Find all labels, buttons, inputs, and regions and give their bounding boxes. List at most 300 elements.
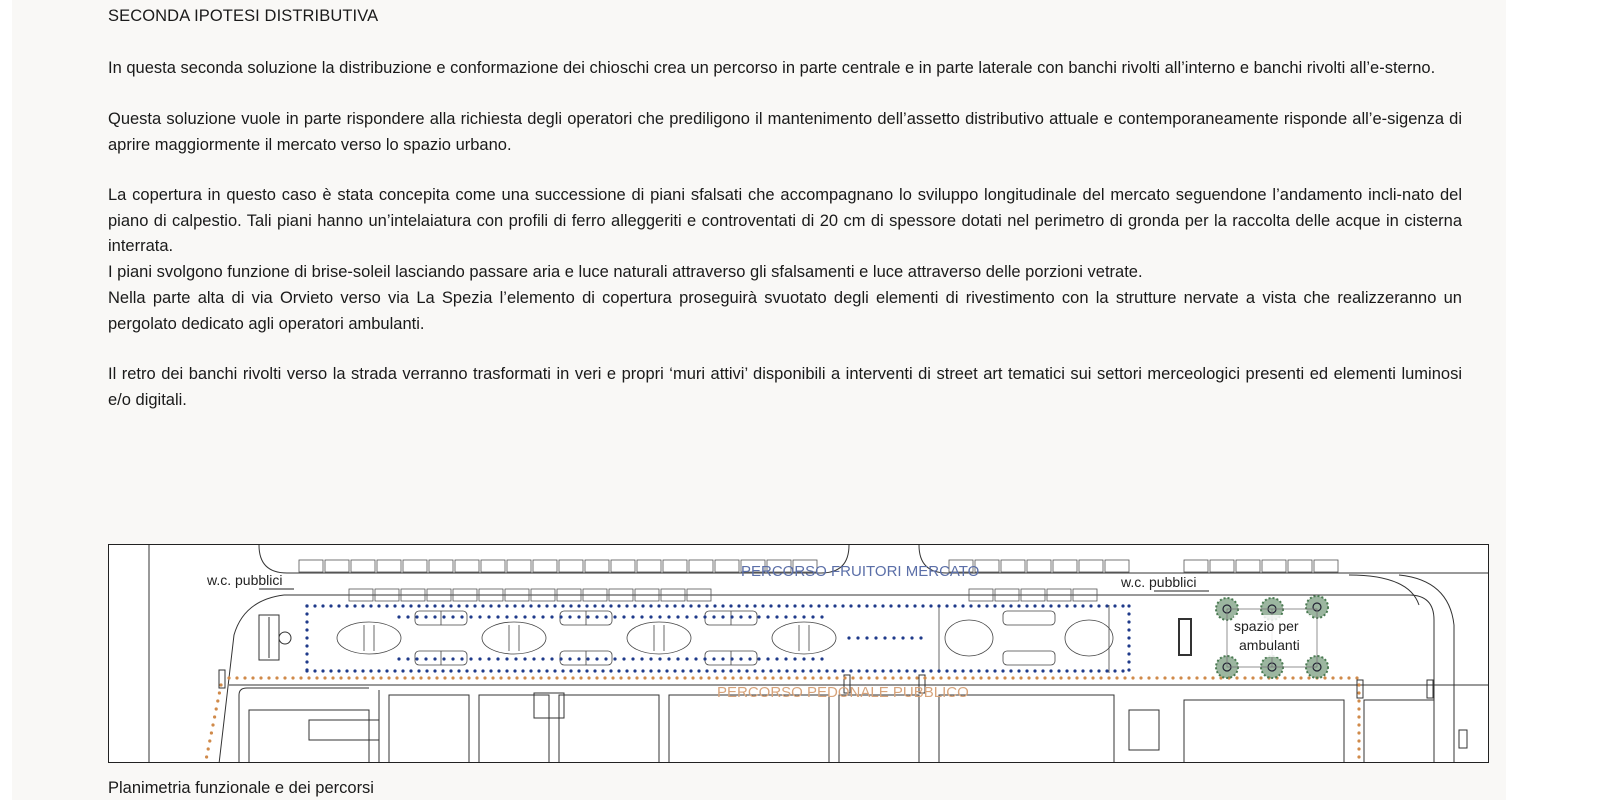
market-path-dot [577, 604, 580, 607]
stall [325, 560, 349, 572]
market-path-dot [465, 669, 468, 672]
market-path-dot [889, 604, 892, 607]
market-path-dot [442, 657, 445, 660]
market-path-dot [633, 604, 636, 607]
pedestrian-path-dot [1115, 676, 1118, 679]
pedestrian-path-dot [571, 676, 574, 679]
pedestrian-path-dot [699, 676, 702, 679]
market-path-dot [921, 669, 924, 672]
market-path-dot [802, 615, 805, 618]
pedestrian-path-dot [635, 676, 638, 679]
market-path-dot [881, 604, 884, 607]
market-path-dot [757, 615, 760, 618]
pedestrian-path-dot [235, 676, 238, 679]
wc-right-label: w.c. pubblici [1121, 574, 1197, 590]
market-path-dot [613, 615, 616, 618]
market-path-dot [1033, 669, 1036, 672]
market-path-dot [841, 604, 844, 607]
pedestrian-path-dot [731, 676, 734, 679]
market-path-dot [568, 615, 571, 618]
market-path-dot [676, 615, 679, 618]
market-path-dot [550, 657, 553, 660]
pedestrian-path-dot [947, 676, 950, 679]
market-path-dot [1089, 669, 1092, 672]
market-path-dot [833, 604, 836, 607]
market-path-dot [953, 604, 956, 607]
market-path-dot [825, 604, 828, 607]
pedestrian-path-dot [339, 676, 342, 679]
pedestrian-path-dot [771, 676, 774, 679]
kiosk [1003, 651, 1055, 665]
pedestrian-path-dot [419, 676, 422, 679]
market-path-dot [721, 615, 724, 618]
market-path-dot [337, 604, 340, 607]
pedestrian-path-dot [1323, 676, 1326, 679]
pedestrian-path-dot [883, 676, 886, 679]
market-path-dot [496, 657, 499, 660]
pedestrian-path-dot [1357, 723, 1360, 726]
market-path-dot [712, 657, 715, 660]
pedestrian-path-dot [243, 676, 246, 679]
pedestrian-path-dot [1179, 676, 1182, 679]
market-path-dot [377, 604, 380, 607]
pedestrian-path-dot [707, 676, 710, 679]
stall [689, 560, 713, 572]
paragraph-4: I piani svolgono funzione di brise-soleil lasciando passare aria e luce naturali attraverso gli sfalsamenti e luce attraverso delle porzioni vetrate. [108, 263, 1143, 281]
stall [1236, 560, 1260, 572]
pedestrian-path-dot [859, 676, 862, 679]
market-path-dot [658, 615, 661, 618]
market-path-dot [857, 669, 860, 672]
market-path-dot [595, 615, 598, 618]
pedestrian-path-dot [1075, 676, 1078, 679]
market-path-dot [393, 604, 396, 607]
pedestrian-path-dot [675, 676, 678, 679]
kiosk [627, 622, 691, 654]
pedestrian-path-dot [259, 676, 262, 679]
stall [455, 560, 479, 572]
market-path-dot [1105, 604, 1108, 607]
stall [1001, 560, 1025, 572]
market-path-dot [601, 604, 604, 607]
market-path-dot [1127, 660, 1130, 663]
pedestrian-path-dot [931, 676, 934, 679]
market-path-dot [442, 615, 445, 618]
market-path-dot [401, 604, 404, 607]
market-path-dot [825, 669, 828, 672]
pedestrian-path-dot [315, 676, 318, 679]
pedestrian-path-dot [411, 676, 414, 679]
pedestrian-path-dot [787, 676, 790, 679]
market-path-dot [897, 604, 900, 607]
market-path-dot [625, 604, 628, 607]
pedestrian-path-dot [1357, 747, 1360, 750]
market-path-dot [1127, 652, 1130, 655]
stall [611, 560, 635, 572]
pedestrian-path-dot [1139, 676, 1142, 679]
market-path-dot [761, 604, 764, 607]
stall [637, 560, 661, 572]
market-path-dot [649, 615, 652, 618]
pedestrian-path-dot [595, 676, 598, 679]
paragraph-3: La copertura in questo caso è stata concepita come una successione di piani sfalsati che accompagnano lo sviluppo longitudinale del mercato seguendone l’andamento incli-nato del piano di calpestio. Tali piani hanno un’intelaiatura con profili di ferro alleggeriti e controventati di 20 cm di spessore dotati nel perimetro di gronda per la raccolta delle acque in cisterna interrata. [108, 186, 1462, 255]
market-path-dot [985, 669, 988, 672]
market-path-dot [721, 657, 724, 660]
market-path-dot [1057, 604, 1060, 607]
pedestrian-path-dot [1291, 676, 1294, 679]
market-path-dot [873, 604, 876, 607]
pedestrian-path-dot [835, 676, 838, 679]
market-path-dot [433, 669, 436, 672]
pedestrian-path-dot [683, 676, 686, 679]
market-path-dot [892, 636, 895, 639]
pedestrian-path-dot [1203, 676, 1206, 679]
market-path-dot [713, 669, 716, 672]
market-path-dot [757, 657, 760, 660]
pedestrian-path-dot [579, 676, 582, 679]
market-path-dot [937, 604, 940, 607]
pedestrian-path-dot [227, 676, 230, 679]
market-path-dot [673, 604, 676, 607]
market-path-dot [415, 615, 418, 618]
market-path-dot [1127, 612, 1130, 615]
market-path-dot [353, 604, 356, 607]
market-path-dot [1113, 669, 1116, 672]
pedestrian-path-dot [1357, 707, 1360, 710]
market-path-dot [337, 669, 340, 672]
market-path-dot [1127, 604, 1130, 607]
market-path-dot [537, 604, 540, 607]
pedestrian-path-dot [267, 676, 270, 679]
pedestrian-path-dot [1059, 676, 1062, 679]
pedestrian-path-dot [651, 676, 654, 679]
market-path-dot [1121, 669, 1124, 672]
market-path-dot [604, 615, 607, 618]
market-path-dot [513, 604, 516, 607]
pedestrian-path-dot [747, 676, 750, 679]
market-path-dot [712, 615, 715, 618]
market-path-dot [305, 628, 308, 631]
market-path-dot [631, 615, 634, 618]
market-path-dot [745, 669, 748, 672]
stall [507, 560, 531, 572]
market-path-dot [809, 669, 812, 672]
market-path-dot [753, 604, 756, 607]
pedestrian-path-dot [451, 676, 454, 679]
pedestrian-path-dot [891, 676, 894, 679]
market-path-dot [809, 604, 812, 607]
market-path-dot [977, 669, 980, 672]
market-path-dot [1081, 604, 1084, 607]
pedestrian-path-dot [1027, 676, 1030, 679]
market-path-dot [737, 669, 740, 672]
stall [1184, 560, 1208, 572]
market-path-dot [541, 657, 544, 660]
market-path-dot [633, 669, 636, 672]
market-path-dot [801, 669, 804, 672]
kiosk [1065, 620, 1113, 656]
pedestrian-path-dot [323, 676, 326, 679]
market-path-dot [401, 669, 404, 672]
market-path-dot [889, 669, 892, 672]
pedestrian-path-dot [755, 676, 758, 679]
pedestrian-path-dot [715, 676, 718, 679]
market-path-dot [793, 657, 796, 660]
market-path-dot [649, 657, 652, 660]
market-path-dot [801, 604, 804, 607]
market-path-dot [665, 604, 668, 607]
market-path-dot [568, 657, 571, 660]
market-path-dot [945, 604, 948, 607]
market-path-dot [775, 657, 778, 660]
market-path-dot [559, 657, 562, 660]
stall [715, 560, 739, 572]
market-path-dot [377, 669, 380, 672]
stall [1210, 560, 1234, 572]
market-path-dot [465, 604, 468, 607]
pedestrian-path-dot [1011, 676, 1014, 679]
pedestrian-path-dot [475, 676, 478, 679]
pedestrian-path-dot [427, 676, 430, 679]
pedestrian-path-dot [603, 676, 606, 679]
pedestrian-path-dot [1107, 676, 1110, 679]
pedestrian-path-dot [627, 676, 630, 679]
pedestrian-path-dot [1357, 715, 1360, 718]
pedestrian-path-dot [443, 676, 446, 679]
market-path-dot [685, 657, 688, 660]
market-path-dot [730, 615, 733, 618]
market-path-dot [441, 669, 444, 672]
market-path-dot [353, 669, 356, 672]
market-path-dot [641, 604, 644, 607]
pedestrian-path-dot [1051, 676, 1054, 679]
pedestrian-path-dot [1357, 699, 1360, 702]
market-path-dot [658, 657, 661, 660]
pedestrian-path-dot [219, 683, 222, 686]
market-path-dot [514, 657, 517, 660]
market-path-dot [497, 669, 500, 672]
market-path-dot [1025, 604, 1028, 607]
market-path-dot [685, 615, 688, 618]
market-path-dot [673, 669, 676, 672]
market-path-dot [460, 615, 463, 618]
pedestrian-path-dot [363, 676, 366, 679]
pedestrian-path-dot [515, 676, 518, 679]
floor-plan [108, 544, 1489, 763]
market-path-dot [729, 669, 732, 672]
stall [1079, 560, 1103, 572]
market-path-dot [441, 604, 444, 607]
pedestrian-path-dot [459, 676, 462, 679]
market-path-dot [793, 615, 796, 618]
market-path-dot [369, 669, 372, 672]
market-path-dot [369, 604, 372, 607]
market-path-dot [969, 604, 972, 607]
pedestrian-path-dot [1357, 731, 1360, 734]
pedestrian-path-dot [667, 676, 670, 679]
pedestrian-path-dot [275, 676, 278, 679]
pedestrian-path-dot [539, 676, 542, 679]
market-path-dot [993, 604, 996, 607]
market-path-dot [849, 669, 852, 672]
stall [481, 560, 505, 572]
market-path-dot [945, 669, 948, 672]
market-path-dot [1073, 604, 1076, 607]
market-path-dot [529, 669, 532, 672]
market-path-dot [321, 669, 324, 672]
pedestrian-path-dot [1339, 676, 1342, 679]
market-path-dot [523, 615, 526, 618]
market-path-dot [1121, 604, 1124, 607]
market-path-dot [449, 669, 452, 672]
pedestrian-path-dot [210, 731, 213, 734]
pedestrian-path-dot [213, 715, 216, 718]
market-path-dot [1001, 669, 1004, 672]
pedestrian-path-dot [507, 676, 510, 679]
market-path-dot [694, 615, 697, 618]
pedestrian-path-dot [299, 676, 302, 679]
market-path-dot [784, 615, 787, 618]
market-path-dot [321, 604, 324, 607]
market-path-dot [529, 604, 532, 607]
pedestrian-path-dot [867, 676, 870, 679]
market-path-dot [505, 669, 508, 672]
stall [1288, 560, 1312, 572]
stall [1027, 560, 1051, 572]
market-path-dot [417, 604, 420, 607]
market-path-dot [753, 669, 756, 672]
market-path-dot [865, 604, 868, 607]
market-path-dot [569, 604, 572, 607]
market-path-dot [305, 636, 308, 639]
market-path-dot [425, 604, 428, 607]
pedestrian-path-dot [1357, 755, 1360, 758]
market-path-dot [1127, 628, 1130, 631]
stall [351, 560, 375, 572]
market-path-dot [961, 669, 964, 672]
market-path-dot [721, 604, 724, 607]
market-path-dot [487, 657, 490, 660]
market-path-dot [559, 615, 562, 618]
market-path-dot [961, 604, 964, 607]
pedestrian-path-dot [803, 676, 806, 679]
market-path-dot [748, 657, 751, 660]
pedestrian-path-dot [723, 676, 726, 679]
market-path-dot [305, 620, 308, 623]
pedestrian-path-dot [379, 676, 382, 679]
market-path-dot [569, 669, 572, 672]
market-path-dot [532, 615, 535, 618]
market-path-dot [1127, 636, 1130, 639]
stall [1053, 560, 1077, 572]
market-path-dot [817, 604, 820, 607]
market-path-dot [849, 604, 852, 607]
pedestrian-path-dot [1357, 691, 1360, 694]
market-path-dot [385, 604, 388, 607]
market-path-dot [694, 657, 697, 660]
market-path-dot [802, 657, 805, 660]
stall [533, 560, 557, 572]
pedestrian-path-dot [899, 676, 902, 679]
kiosk [772, 622, 836, 654]
market-path-dot [841, 669, 844, 672]
pedestrian-path-dot [979, 676, 982, 679]
pedestrian-path-dot [611, 676, 614, 679]
market-path-dot [553, 669, 556, 672]
market-path-dot [585, 669, 588, 672]
market-path-dot [689, 604, 692, 607]
market-path-dot [521, 604, 524, 607]
pedestrian-path-dot [547, 676, 550, 679]
market-path-dot [649, 669, 652, 672]
pedestrian-path-dot [739, 676, 742, 679]
pedestrian-path-dot [491, 676, 494, 679]
market-path-dot [424, 615, 427, 618]
market-path-dot [313, 669, 316, 672]
market-path-dot [929, 604, 932, 607]
pedestrian-path-dot [563, 676, 566, 679]
pedestrian-path-dot [395, 676, 398, 679]
pedestrian-path-dot [1219, 676, 1222, 679]
market-path-dot [313, 604, 316, 607]
market-path-dot [604, 657, 607, 660]
kiosk [1003, 611, 1055, 625]
pedestrian-path-dot [1131, 676, 1134, 679]
market-path-dot [1041, 669, 1044, 672]
pedestrian-path-dot [1357, 683, 1360, 686]
pedestrian-path-dot [331, 676, 334, 679]
market-path-dot [609, 604, 612, 607]
stall [299, 560, 323, 572]
pedestrian-path-dot [1187, 676, 1190, 679]
kiosk [337, 622, 401, 654]
market-path-dot [561, 604, 564, 607]
market-path-dot [721, 669, 724, 672]
market-path-dot [921, 604, 924, 607]
market-path-dot [613, 657, 616, 660]
market-path-dot [497, 604, 500, 607]
market-path-dot [689, 669, 692, 672]
pedestrian-path-dot [1043, 676, 1046, 679]
market-path-dot [625, 669, 628, 672]
wc-left-label: w.c. pubblici [207, 572, 283, 588]
market-path-dot [833, 669, 836, 672]
pedestrian-path-dot [291, 676, 294, 679]
market-path-dot [457, 669, 460, 672]
market-path-dot [883, 636, 886, 639]
market-path-dot [622, 615, 625, 618]
market-path-dot [865, 669, 868, 672]
market-path-dot [873, 669, 876, 672]
paragraph-2: Questa soluzione vuole in parte rispondere alla richiesta degli operatori che prediligono il mantenimento dell’assetto distributivo attuale e contemporaneamente risponde all’e-sigenza di aprire maggiormente il mercato verso lo spazio urbano. [108, 110, 1462, 154]
market-path-dot [811, 615, 814, 618]
market-path-dot [617, 669, 620, 672]
market-path-dot [667, 657, 670, 660]
kiosk [945, 620, 993, 656]
pedestrian-path-dot [659, 676, 662, 679]
pedestrian-path-dot [207, 747, 210, 750]
pedestrian-path-dot [1091, 676, 1094, 679]
market-path-dot [697, 669, 700, 672]
market-path-dot [305, 652, 308, 655]
pedestrian-path-dot [643, 676, 646, 679]
pedestrian-path-dot [763, 676, 766, 679]
pedestrian-path-dot [1355, 676, 1358, 679]
market-path-dot [1089, 604, 1092, 607]
market-path-dot [769, 669, 772, 672]
market-path-dot [305, 604, 308, 607]
pedestrian-path-dot [1067, 676, 1070, 679]
